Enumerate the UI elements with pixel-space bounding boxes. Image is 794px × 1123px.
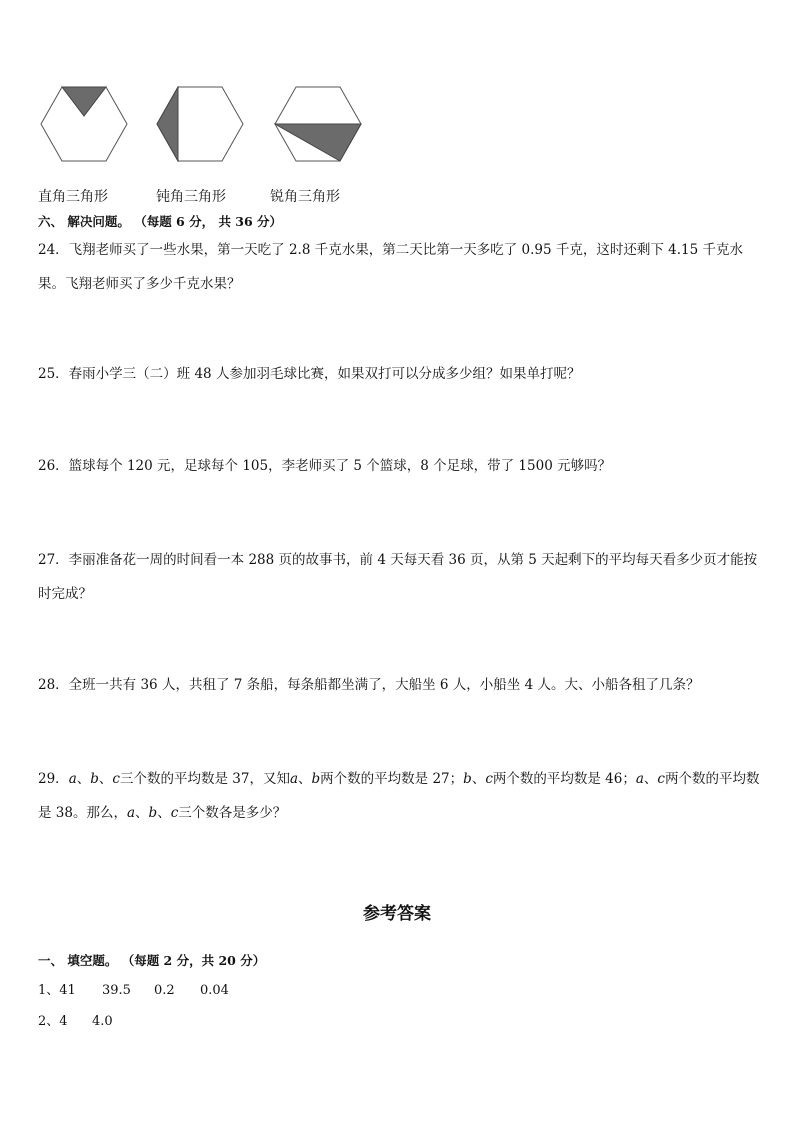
q29-text-2: 两个数的平均数是 27； xyxy=(320,771,464,787)
answer-1-label: 1、41 xyxy=(38,983,76,998)
separator: 、 xyxy=(135,805,149,821)
answer-1-value-3: 0.2 xyxy=(154,983,175,998)
var-c: c xyxy=(170,805,179,821)
hexagon-acute-triangle-icon xyxy=(274,86,362,162)
var-a: a xyxy=(635,771,644,787)
caption-right-triangle: 直角三角形 xyxy=(38,189,108,205)
var-b: b xyxy=(148,805,158,821)
question-29 xyxy=(38,762,762,830)
answers-section-heading-1: 一、 填空题。 （每题 2 分，共 20 分） xyxy=(38,953,266,968)
separator: 、 xyxy=(298,771,312,787)
hexagon-right-triangle-icon xyxy=(40,86,128,162)
answer-2 xyxy=(38,1010,113,1029)
question-28: 28．全班一共有 36 人，共租了 7 条船，每条船都坐满了，大船坐 6 人，小船坐 4 人。大、小船各租了几条？ xyxy=(38,677,700,693)
section-heading-6: 六、 解决问题。 （每题 6 分， 共 36 分） xyxy=(38,214,283,229)
q29-number: 29． xyxy=(38,771,69,787)
hexagon-obtuse-triangle-icon xyxy=(156,86,244,162)
q29-text-1: 三个数的平均数是 37，又知 xyxy=(119,771,290,787)
q29-text-3: 两个数的平均数是 46； xyxy=(492,771,636,787)
answer-2-value-2: 4.0 xyxy=(92,1014,113,1029)
separator: 、 xyxy=(98,771,113,787)
var-c: c xyxy=(485,771,493,787)
caption-obtuse-triangle: 钝角三角形 xyxy=(156,189,226,205)
separator: 、 xyxy=(643,771,658,787)
separator: 、 xyxy=(157,805,171,821)
question-27: 27．李丽准备花一周的时间看一本 288 页的故事书，前 4 天每天看 36 页，从第 5 天起剩下的平均每天看多少页才能按时完成？ xyxy=(38,552,758,602)
var-a: a xyxy=(126,805,136,821)
question-25: 25．春雨小学三（二）班 48 人参加羽毛球比赛，如果双打可以分成多少组？如果单打呢？ xyxy=(38,366,581,382)
answers-title: 参考答案 xyxy=(363,904,431,924)
var-a: a xyxy=(68,771,77,787)
answer-1-value-2: 39.5 xyxy=(102,983,131,998)
answer-2-label: 2、4 xyxy=(38,1014,68,1029)
var-b: b xyxy=(463,771,472,787)
var-c: c xyxy=(657,771,665,787)
answer-1 xyxy=(38,979,229,998)
var-b: b xyxy=(90,771,99,787)
question-26: 26．篮球每个 120 元，足球每个 105，李老师买了 5 个篮球，8 个足球，带了 1500 元够吗？ xyxy=(38,458,612,474)
q29-text-5: 三个数各是多少？ xyxy=(178,805,287,821)
caption-acute-triangle: 锐角三角形 xyxy=(270,189,340,205)
var-a: a xyxy=(289,771,299,787)
answer-1-value-4: 0.04 xyxy=(200,983,229,998)
separator: 、 xyxy=(471,771,486,787)
var-c: c xyxy=(112,771,120,787)
var-b: b xyxy=(311,771,321,787)
question-24: 24．飞翔老师买了一些水果，第一天吃了 2.8 千克水果，第二天比第一天多吃了 0.95 千克，这时还剩下 4.15 千克水果。飞翔老师买了多少千克水果？ xyxy=(38,242,744,292)
q29-text-4: 两个数的平均数是 38。那么， xyxy=(38,771,760,821)
separator: 、 xyxy=(76,771,91,787)
